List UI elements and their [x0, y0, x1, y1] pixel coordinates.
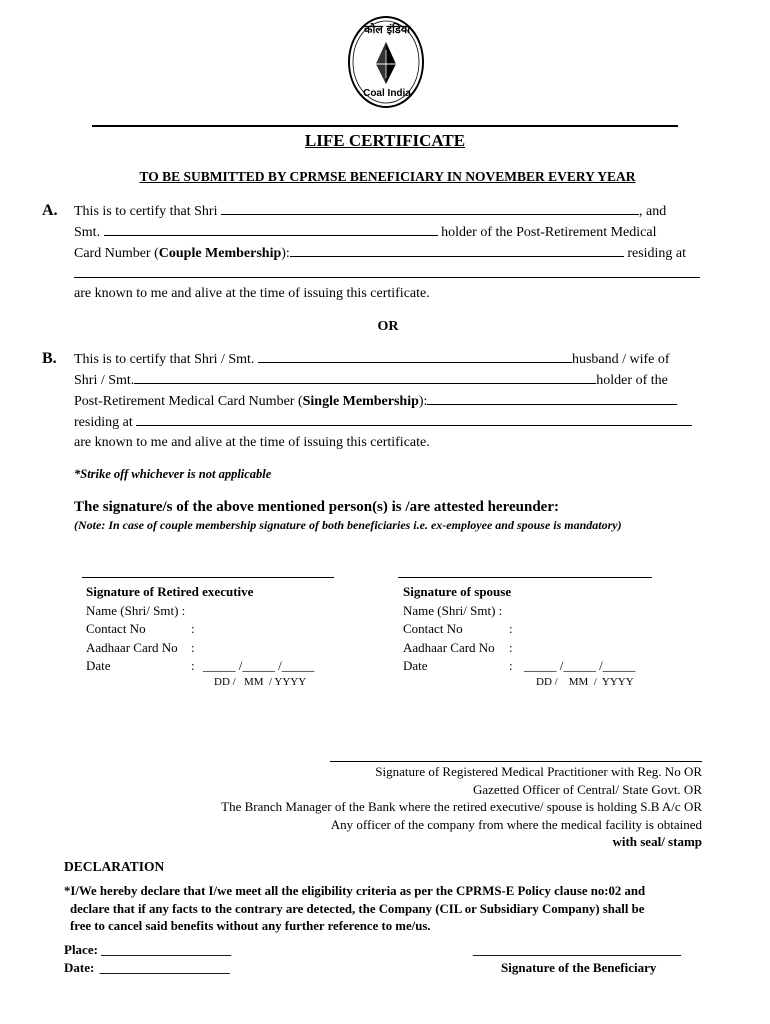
- attestor-block: [221, 763, 702, 851]
- right-signature-block: [403, 583, 636, 676]
- section-b-line3-after: ):: [418, 394, 428, 409]
- declaration-heading: DECLARATION: [64, 859, 165, 874]
- section-a-line3-end: residing at: [627, 246, 687, 261]
- section-a-line1: [74, 203, 666, 220]
- section-b-line5: are known to me and alive at the time of issuing this certificate.: [74, 435, 430, 450]
- right-sig-aadhaar-colon: :: [509, 639, 513, 655]
- left-sig-title: Signature of Retired executive: [86, 584, 254, 599]
- section-b-line3-start: Post-Retirement Medical Card Number (: [74, 394, 303, 409]
- section-a-address-blank[interactable]: [74, 277, 700, 278]
- section-b-line1-end: husband / wife of: [571, 352, 670, 367]
- single-membership-label: Single Membership: [302, 394, 419, 409]
- place-row: [64, 942, 231, 958]
- section-b-line2-start: Shri / Smt.: [74, 373, 135, 388]
- declaration-body: [64, 883, 645, 936]
- section-b-line1-text: This is to certify that Shri / Smt.: [74, 352, 255, 367]
- right-sig-date-format: DD / MM / YYYY: [536, 676, 634, 688]
- left-sig-aadhaar-colon: :: [191, 639, 195, 655]
- left-sig-date-format: DD / MM / YYYY: [214, 676, 307, 688]
- right-sig-aadhaar: Aadhaar Card No: [403, 639, 495, 655]
- right-sig-title: Signature of spouse: [403, 584, 512, 599]
- left-signature-line[interactable]: [82, 577, 334, 578]
- attestor-line5: with seal/ stamp: [612, 834, 702, 849]
- right-sig-contact-row: [403, 620, 511, 639]
- logo-top-text: कोल इंडिया: [364, 23, 410, 36]
- section-a-line2-start: Smt.: [74, 225, 101, 240]
- beneficiary-signature-label: Signature of the Beneficiary: [501, 960, 657, 975]
- section-a-line3: [74, 245, 686, 262]
- section-a-line2-text: holder of the Post-Retirement Medical: [441, 225, 657, 240]
- left-sig-aadhaar-row: [86, 639, 253, 658]
- shri-name-blank[interactable]: [221, 203, 639, 215]
- section-b-line2: [74, 372, 668, 389]
- left-sig-date-row: [86, 657, 315, 676]
- left-sig-date: Date: [86, 658, 111, 673]
- page-title: LIFE CERTIFICATE: [304, 131, 466, 150]
- date-blank[interactable]: ____________________: [99, 960, 230, 975]
- declaration-line2: declare that if any facts to the contrary are detected, the Company (CIL or Subsidiary Company) shall be: [70, 901, 645, 916]
- section-b-line4: [74, 414, 692, 431]
- date-label: Date:: [64, 960, 95, 975]
- right-sig-contact: Contact No: [403, 621, 463, 636]
- section-b-shri-smt-blank[interactable]: [258, 351, 572, 363]
- strike-note: *Strike off whichever is not applicable: [74, 467, 272, 481]
- attestor-line1: Signature of Registered Medical Practitioner with Reg. No OR: [375, 764, 702, 779]
- section-b-line4-start: residing at: [74, 415, 133, 430]
- couple-card-number-blank[interactable]: [290, 245, 624, 257]
- right-signature-line[interactable]: [398, 577, 652, 578]
- single-card-number-blank[interactable]: [427, 393, 677, 405]
- section-b-line3: [74, 393, 677, 410]
- attestor-line3: The Branch Manager of the Bank where the retired executive/ spouse is holding S.B A/c OR: [221, 799, 702, 814]
- left-sig-date-colon: :: [191, 658, 195, 673]
- date-row: [64, 960, 230, 976]
- left-sig-date-blanks[interactable]: _____ /_____ /_____: [203, 658, 315, 673]
- section-b-line1: [74, 351, 670, 368]
- right-sig-date: Date: [403, 658, 428, 673]
- section-b-line2-end: holder of the: [596, 373, 668, 388]
- place-blank[interactable]: ____________________: [101, 942, 232, 957]
- right-sig-aadhaar-row: [403, 639, 511, 658]
- left-sig-aadhaar: Aadhaar Card No: [86, 639, 178, 655]
- section-a-line5: are known to me and alive at the time of issuing this certificate.: [74, 286, 430, 301]
- left-sig-contact-row: [86, 620, 253, 639]
- attest-note: (Note: In case of couple membership signature of both beneficiaries i.e. ex-employee and spouse is mandatory): [74, 518, 622, 532]
- left-signature-block: [86, 583, 315, 676]
- left-sig-name: Name (Shri/ Smt) :: [86, 602, 186, 618]
- attestor-line4: Any officer of the company from where the medical facility is obtained: [330, 816, 702, 832]
- left-sig-contact: Contact No: [86, 621, 146, 636]
- subtitle: TO BE SUBMITTED BY CPRMSE BENEFICIARY IN NOVEMBER EVERY YEAR: [139, 169, 636, 184]
- declaration-line3: free to cancel said benefits without any further reference to me/us.: [70, 919, 431, 933]
- attestor-line2: Gazetted Officer of Central/ State Govt. OR: [473, 781, 702, 797]
- section-a-line1-text: This is to certify that Shri: [74, 204, 218, 219]
- smt-name-blank[interactable]: [104, 224, 438, 236]
- right-sig-contact-colon: :: [509, 621, 513, 636]
- right-sig-name: Name (Shri/ Smt) :: [403, 602, 503, 618]
- declaration-line1: *I/We hereby declare that I/we meet all the eligibility criteria as per the CPRMS-E Policy clause no:02 and: [64, 884, 646, 898]
- section-a-line2: [74, 224, 656, 241]
- attestor-signature-line[interactable]: [330, 761, 702, 762]
- header-rule: [92, 125, 678, 127]
- logo-bottom-text: Coal India: [363, 88, 411, 99]
- section-b-marker: B.: [42, 350, 57, 367]
- section-a-marker: A.: [42, 202, 58, 219]
- section-a-line3-start: Card Number (: [74, 246, 159, 261]
- beneficiary-signature-line[interactable]: ________________________________: [473, 942, 681, 957]
- place-label: Place:: [64, 942, 98, 957]
- section-b-spouse-blank[interactable]: [134, 372, 596, 384]
- section-a-line1-end: , and: [638, 204, 667, 219]
- left-sig-contact-colon: :: [191, 621, 195, 636]
- section-b-address-blank[interactable]: [136, 414, 692, 426]
- or-label: OR: [377, 319, 399, 334]
- right-sig-date-colon: :: [509, 658, 513, 673]
- right-sig-date-blanks[interactable]: _____ /_____ /_____: [524, 658, 636, 673]
- couple-membership-label: Couple Membership: [158, 246, 282, 261]
- right-sig-date-row: [403, 657, 636, 676]
- section-a-line3-after: ):: [281, 246, 290, 261]
- attest-heading: The signature/s of the above mentioned person(s) is /are attested hereunder:: [74, 499, 559, 515]
